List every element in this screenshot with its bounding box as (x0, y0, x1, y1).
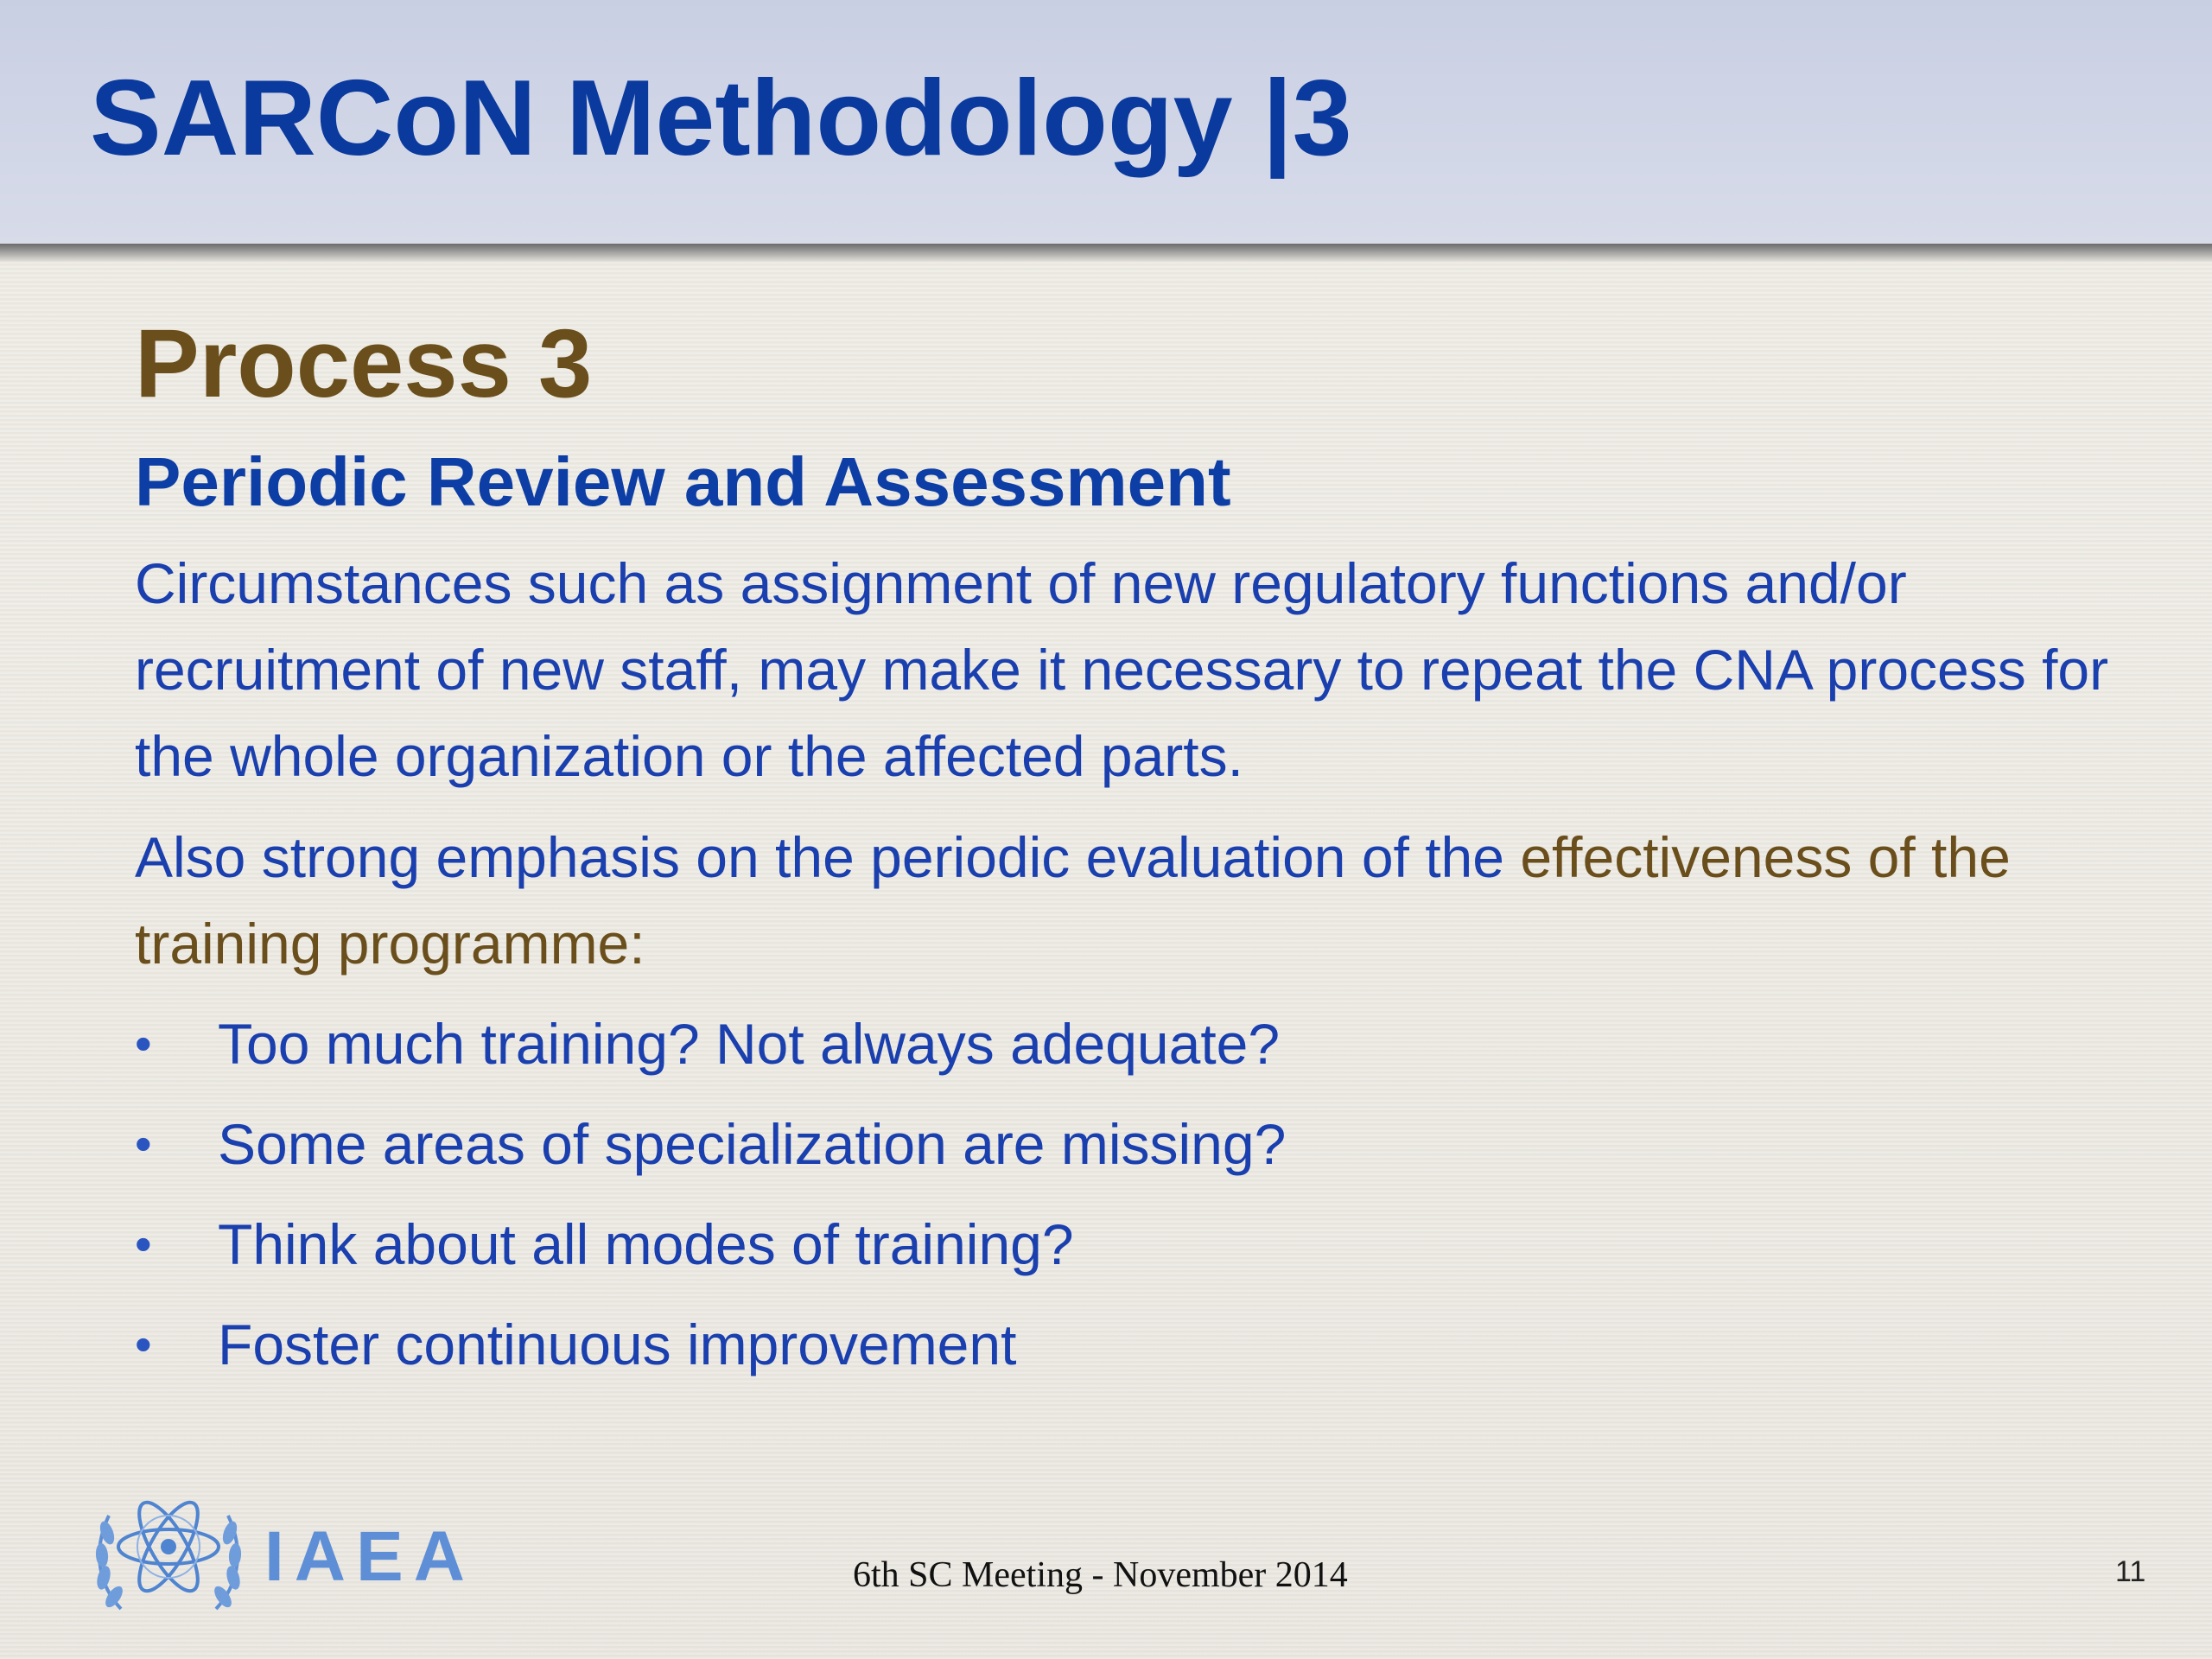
footer-meeting: 6th SC Meeting - November 2014 (853, 1555, 1348, 1595)
paragraph-emphasis-highlight: effectiveness of the training programme: (135, 825, 2011, 976)
page-number: 11 (2115, 1555, 2146, 1588)
bullet-dot-icon: • (135, 1317, 152, 1371)
iaea-logo (86, 1479, 484, 1626)
paragraph-emphasis (135, 814, 2122, 987)
process-heading: Process 3 (135, 309, 593, 417)
bullet-dot-icon: • (135, 1016, 152, 1071)
iaea-logo-text: IAEA (264, 1517, 475, 1596)
slide-title: SARCoN Methodology |3 (90, 59, 1352, 178)
paragraph-circumstances: Circumstances such as assignment of new regulatory functions and/or recruitment of new staff, may make it necessary to repeat the CNA process for the whole organization or the affected parts. (135, 551, 2109, 788)
bullet-text: Some areas of specialization are missing? (218, 1112, 1287, 1176)
bullet-dot-icon: • (135, 1116, 152, 1171)
paragraph-emphasis-text: Also strong emphasis on the periodic evaluation of the (135, 825, 1521, 889)
header-divider (0, 244, 2212, 263)
bullet-text: Think about all modes of training? (218, 1212, 1074, 1276)
bullet-text: Too much training? Not always adequate? (218, 1012, 1281, 1076)
sub-heading: Periodic Review and Assessment (135, 443, 1231, 520)
iaea-emblem-icon (86, 1479, 251, 1626)
bullet-dot-icon: • (135, 1217, 152, 1271)
bullet-text: Foster continuous improvement (218, 1313, 1017, 1376)
